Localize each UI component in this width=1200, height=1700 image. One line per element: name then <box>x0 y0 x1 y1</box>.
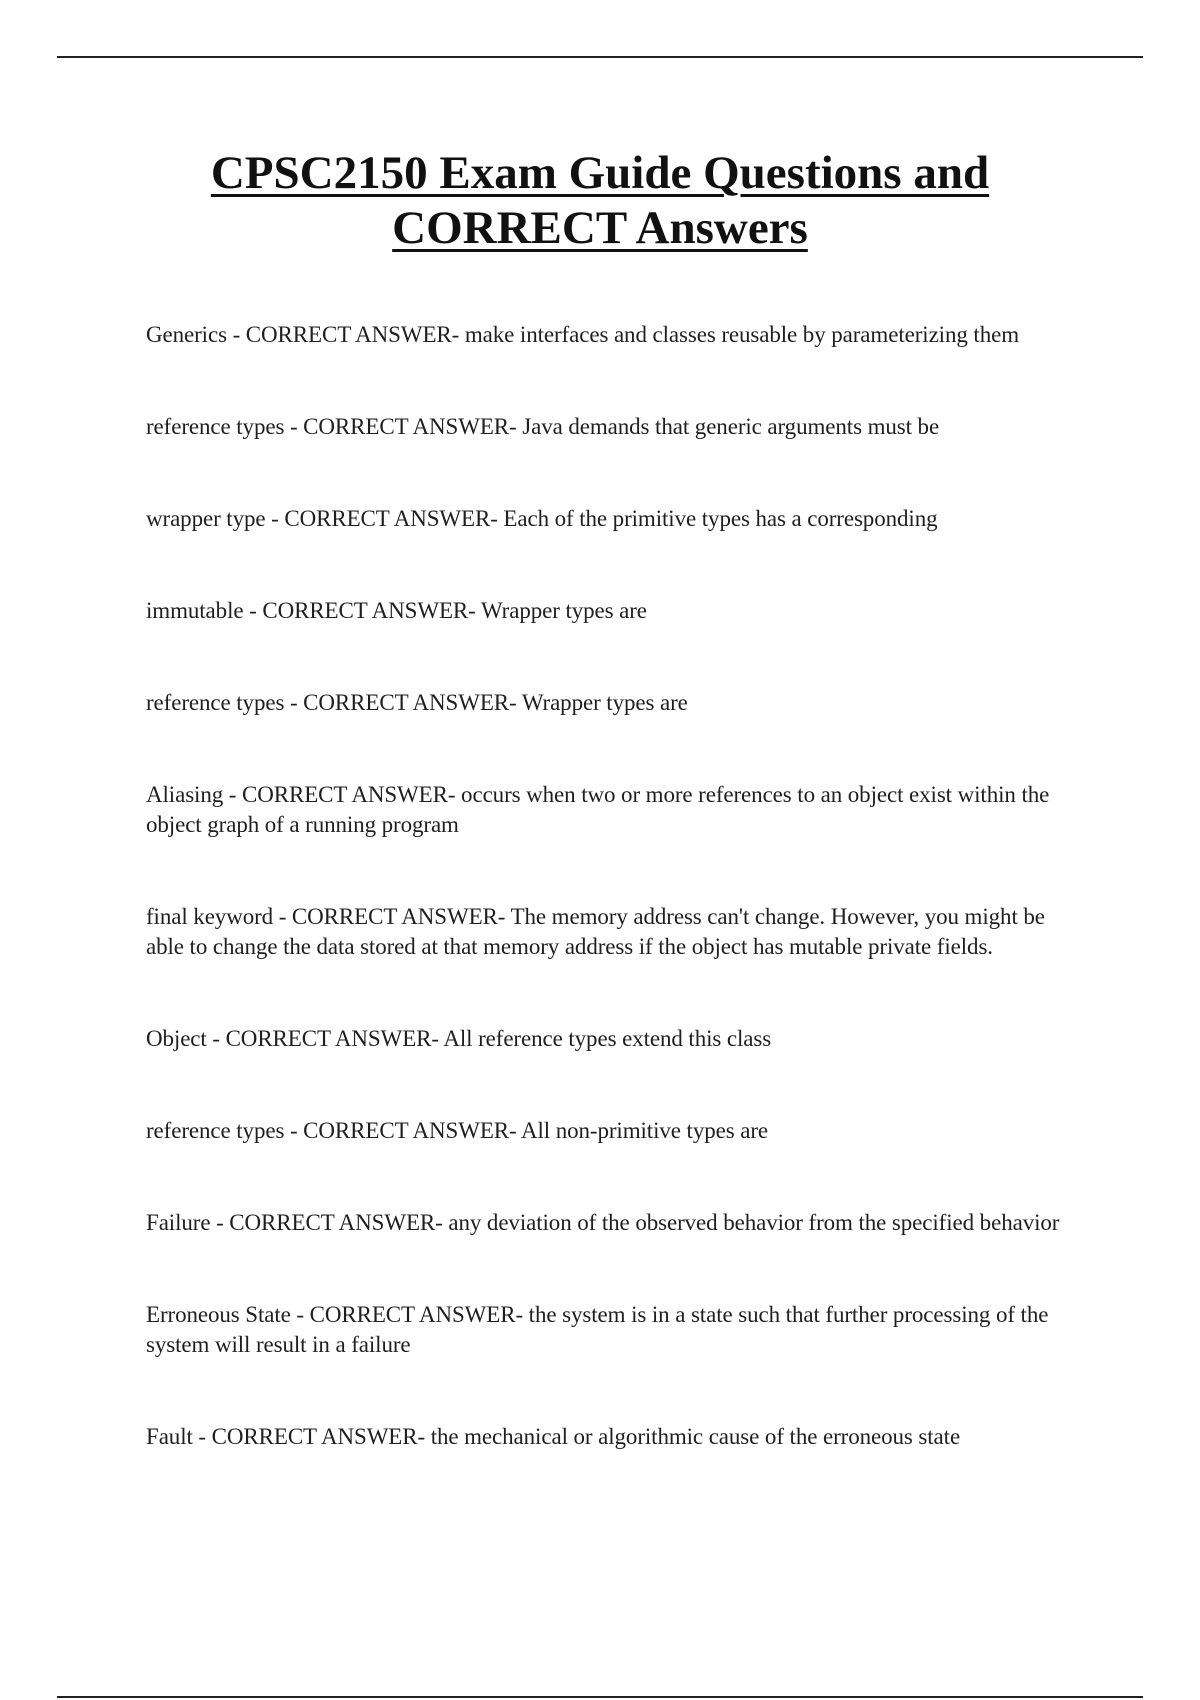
page-title: CPSC2150 Exam Guide Questions and CORRECT Answers <box>210 147 990 254</box>
top-divider <box>57 56 1143 58</box>
qa-item-final-keyword: final keyword - CORRECT ANSWER- The memory address can't change. However, you might be able to change the data stored at that memory address if the object has mutable private fields. <box>146 904 1045 959</box>
qa-item-object: Object - CORRECT ANSWER- All reference types extend this class <box>146 1026 772 1051</box>
qa-item-erroneous-state: Erroneous State - CORRECT ANSWER- the system is in a state such that further processing of the system will result in a failure <box>146 1302 1049 1357</box>
qa-item-reference-types-generic-arguments: reference types - CORRECT ANSWER- Java demands that generic arguments must be <box>146 414 940 439</box>
qa-list <box>146 320 1066 1452</box>
qa-item-reference-types-non-primitive: reference types - CORRECT ANSWER- All non-primitive types are <box>146 1118 769 1143</box>
qa-item-reference-types-wrapper: reference types - CORRECT ANSWER- Wrapper types are <box>146 690 688 715</box>
qa-item-failure: Failure - CORRECT ANSWER- any deviation of the observed behavior from the specified behavior <box>146 1210 1060 1235</box>
qa-item-aliasing: Aliasing - CORRECT ANSWER- occurs when two or more references to an object exist within the object graph of a running program <box>146 782 1050 837</box>
qa-item-immutable: immutable - CORRECT ANSWER- Wrapper types are <box>146 598 647 623</box>
qa-item-fault: Fault - CORRECT ANSWER- the mechanical or algorithmic cause of the erroneous state <box>146 1424 961 1449</box>
bottom-divider <box>57 1696 1143 1698</box>
qa-item-wrapper-type: wrapper type - CORRECT ANSWER- Each of the primitive types has a corresponding <box>146 506 938 531</box>
qa-item-generics: Generics - CORRECT ANSWER- make interfaces and classes reusable by parameterizing them <box>146 322 1020 347</box>
